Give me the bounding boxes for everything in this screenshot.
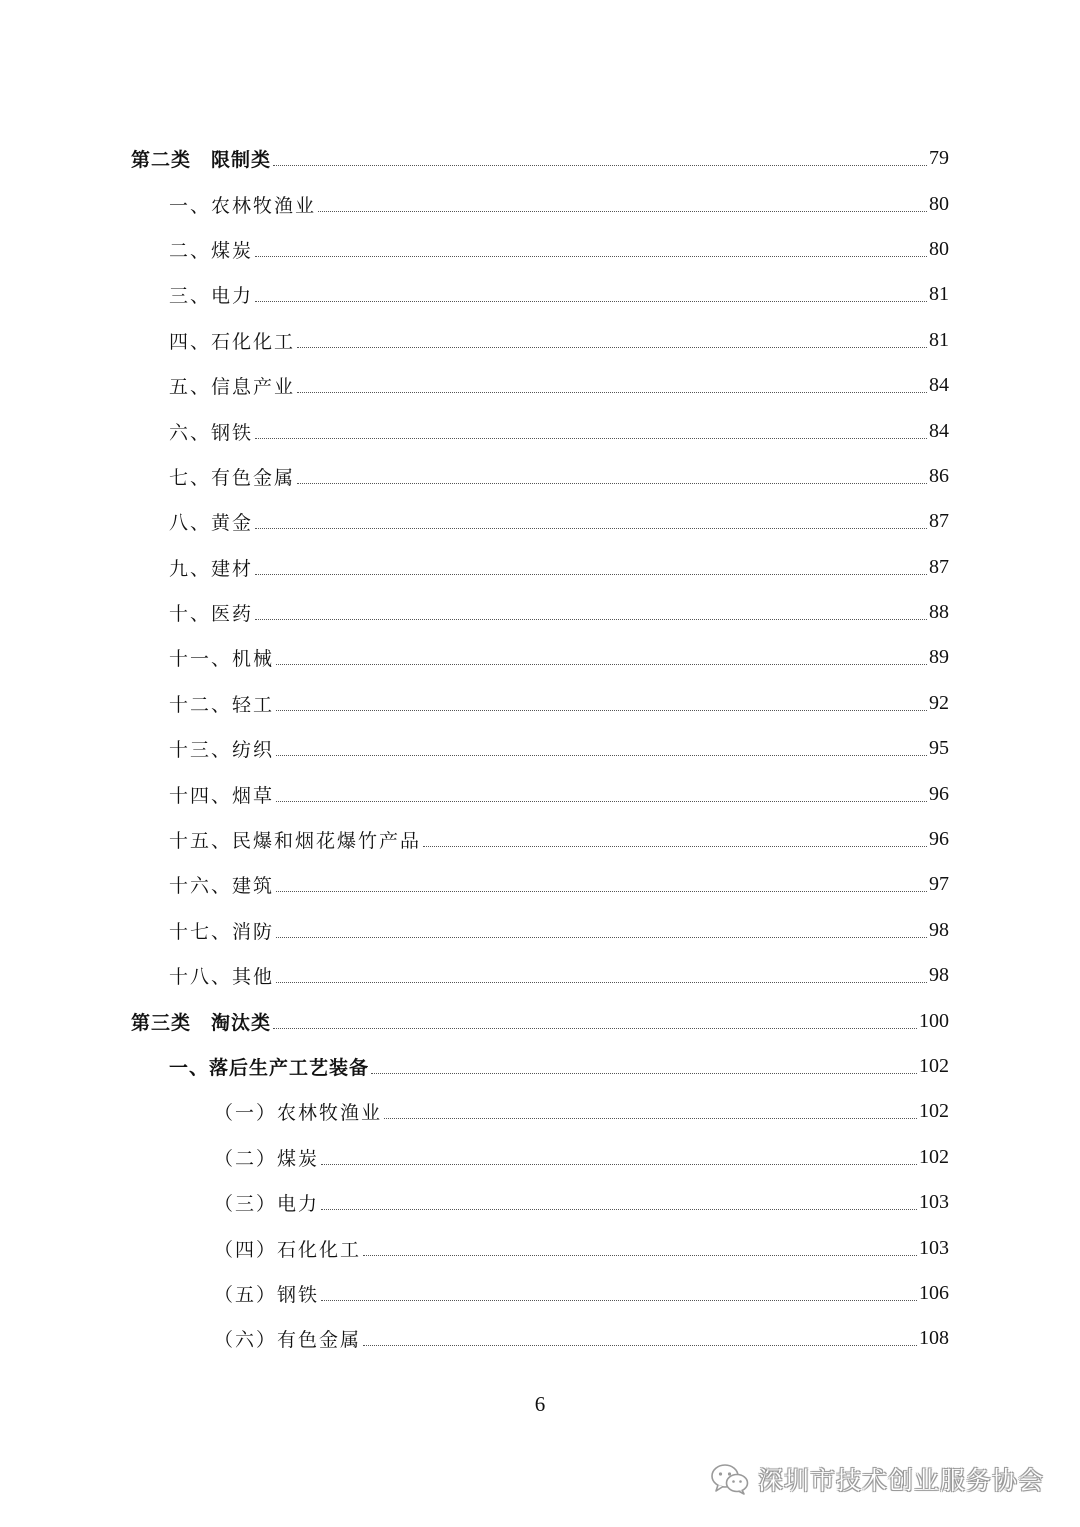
dot-leader	[276, 710, 927, 711]
toc-entry-title: 十五、民爆和烟花爆竹产品	[169, 830, 422, 853]
toc-entry	[0, 227, 1080, 272]
dot-leader	[321, 1209, 917, 1210]
toc-entry-page-number: 84	[929, 419, 949, 442]
toc-entry-title: 七、有色金属	[169, 466, 296, 489]
toc-entry-title: 十三、纺织	[169, 739, 275, 762]
toc-entry-page-number: 102	[919, 1055, 949, 1077]
dot-leader	[297, 392, 927, 393]
toc-entry-title: 八、黄金	[169, 512, 254, 535]
toc-entry	[0, 363, 1080, 408]
toc-entry	[0, 1271, 1080, 1316]
toc-entry-page-number: 106	[919, 1281, 949, 1304]
toc-entry-title: 十八、其他	[169, 966, 275, 989]
toc-entry-page-number: 103	[919, 1191, 949, 1214]
dot-leader	[273, 165, 927, 166]
toc-entry-title: 九、建材	[169, 557, 254, 580]
toc-entry	[0, 590, 1080, 635]
dot-leader	[297, 347, 927, 348]
toc-entry	[0, 1225, 1080, 1270]
toc-entry-page-number: 81	[929, 283, 949, 306]
toc-entry	[0, 272, 1080, 317]
dot-leader	[255, 256, 927, 257]
toc-entry-title: （一）农林牧渔业	[214, 1102, 383, 1125]
dot-leader	[276, 801, 927, 802]
toc-entry-title: 一、落后生产工艺装备	[169, 1057, 370, 1079]
toc-entry-title: 第二类 限制类	[131, 149, 272, 172]
dot-leader	[297, 483, 927, 484]
dot-leader	[273, 1028, 917, 1029]
toc-entry-title: 十七、消防	[169, 920, 275, 943]
toc-entry	[0, 862, 1080, 907]
toc-entry-title: 二、煤炭	[169, 239, 254, 262]
toc-entry	[0, 953, 1080, 998]
toc-entry	[0, 1180, 1080, 1225]
toc-entry-page-number: 102	[919, 1100, 949, 1123]
toc-entry	[0, 318, 1080, 363]
dot-leader	[276, 664, 927, 665]
toc-entry-title: 十六、建筑	[169, 875, 275, 898]
toc-entry	[0, 1316, 1080, 1361]
toc-entry-title: 十一、机械	[169, 648, 275, 671]
dot-leader	[276, 755, 927, 756]
toc-entry-title: 五、信息产业	[169, 376, 296, 399]
dot-leader	[371, 1073, 917, 1074]
toc-entry-title: 十、医药	[169, 603, 254, 626]
toc-entry	[0, 499, 1080, 544]
toc-entry-page-number: 88	[929, 601, 949, 624]
page-number: 6	[534, 1392, 546, 1416]
toc-entry	[0, 635, 1080, 680]
toc-entry-title: 十二、轻工	[169, 693, 275, 716]
table-of-contents	[0, 136, 1080, 1362]
toc-entry-title: （六）有色金属	[214, 1329, 362, 1352]
toc-entry-page-number: 89	[929, 646, 949, 669]
toc-entry-title: （二）煤炭	[214, 1147, 320, 1170]
toc-entry	[0, 1044, 1080, 1089]
toc-entry	[0, 408, 1080, 453]
toc-entry	[0, 1135, 1080, 1180]
toc-entry	[0, 908, 1080, 953]
toc-entry-title: （四）石化化工	[214, 1238, 362, 1261]
watermark-text: 深圳市技术创业服务协会	[757, 1466, 1044, 1495]
toc-entry-page-number: 103	[919, 1236, 949, 1259]
toc-entry-page-number: 108	[919, 1327, 949, 1350]
dot-leader	[276, 937, 927, 938]
toc-entry-title: 一、农林牧渔业	[169, 194, 317, 217]
dot-leader	[363, 1255, 917, 1256]
toc-entry-page-number: 96	[929, 782, 949, 805]
dot-leader	[318, 211, 927, 212]
toc-entry-title: 四、石化化工	[169, 330, 296, 353]
toc-entry	[0, 817, 1080, 862]
toc-entry	[0, 998, 1080, 1043]
dot-leader	[255, 438, 927, 439]
dot-leader	[255, 619, 927, 620]
toc-entry-title: 六、钢铁	[169, 421, 254, 444]
toc-entry	[0, 454, 1080, 499]
toc-entry	[0, 1089, 1080, 1134]
dot-leader	[255, 528, 927, 529]
toc-entry-page-number: 87	[929, 510, 949, 533]
toc-entry-page-number: 80	[929, 192, 949, 215]
toc-entry-page-number: 96	[929, 828, 949, 851]
toc-entry-page-number: 98	[929, 964, 949, 987]
toc-entry-page-number: 92	[929, 691, 949, 714]
toc-entry	[0, 681, 1080, 726]
toc-entry-page-number: 79	[929, 147, 949, 170]
toc-entry-page-number: 84	[929, 374, 949, 397]
toc-entry-page-number: 98	[929, 918, 949, 941]
dot-leader	[255, 301, 927, 302]
watermark	[710, 1461, 1044, 1497]
wechat-icon	[710, 1462, 750, 1496]
toc-entry-page-number: 100	[919, 1009, 949, 1032]
dot-leader	[276, 982, 927, 983]
toc-entry-page-number: 102	[919, 1145, 949, 1168]
toc-entry-page-number: 95	[929, 737, 949, 760]
toc-entry-title: 三、电力	[169, 285, 254, 308]
toc-entry-title: （五）钢铁	[214, 1283, 320, 1306]
dot-leader	[321, 1164, 917, 1165]
dot-leader	[384, 1118, 917, 1119]
toc-entry	[0, 181, 1080, 226]
toc-entry-page-number: 86	[929, 464, 949, 487]
toc-entry-page-number: 81	[929, 328, 949, 351]
dot-leader	[276, 891, 927, 892]
toc-entry-page-number: 80	[929, 237, 949, 260]
toc-entry-title: （三）电力	[214, 1193, 320, 1216]
dot-leader	[255, 574, 927, 575]
dot-leader	[363, 1345, 917, 1346]
toc-entry	[0, 726, 1080, 771]
toc-entry-title: 十四、烟草	[169, 784, 275, 807]
toc-entry-page-number: 97	[929, 873, 949, 896]
toc-entry	[0, 771, 1080, 816]
toc-entry-title: 第三类 淘汰类	[131, 1011, 272, 1034]
dot-leader	[321, 1300, 917, 1301]
toc-entry	[0, 545, 1080, 590]
dot-leader	[423, 846, 927, 847]
toc-entry	[0, 136, 1080, 181]
toc-entry-page-number: 87	[929, 555, 949, 578]
